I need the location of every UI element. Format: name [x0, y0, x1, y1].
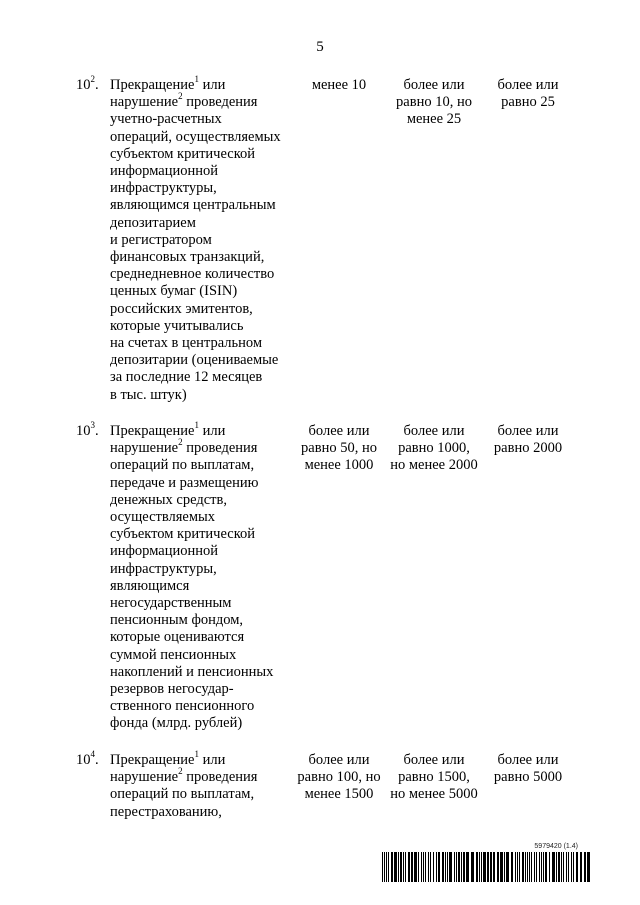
threshold-line: более или: [308, 423, 370, 439]
description-line: [110, 74, 295, 94]
barcode-bar: [384, 852, 385, 882]
description-text: информационной: [110, 543, 219, 560]
description-line: [110, 749, 295, 769]
threshold-line: более или: [403, 77, 465, 93]
barcode-bar: [549, 852, 550, 882]
barcode-bar: [576, 852, 578, 882]
barcode-bar: [430, 852, 431, 882]
barcode-bar: [400, 852, 402, 882]
footnote-marker: 1: [194, 420, 199, 431]
footnote-marker: 1: [194, 749, 199, 760]
description-text: ственного пенсионного: [110, 698, 255, 715]
threshold-medium: [384, 752, 484, 804]
barcode-bar: [536, 852, 537, 882]
description-line: [110, 664, 295, 681]
description-line: [110, 766, 295, 786]
barcode-bar: [414, 852, 417, 882]
barcode: [382, 843, 592, 885]
barcode-bar: [391, 852, 393, 882]
description-line: [110, 215, 295, 232]
description-text: резервов негосудар-: [110, 681, 234, 698]
description-line: [110, 420, 295, 440]
page-number: 5: [316, 39, 324, 55]
description-text: проведения: [182, 94, 258, 111]
threshold-high: [478, 77, 578, 111]
description-line: [110, 335, 295, 352]
threshold-line: менее 25: [406, 111, 462, 128]
description-text: осуществляемых: [110, 509, 216, 526]
barcode-bar: [447, 852, 448, 882]
barcode-bar: [428, 852, 429, 882]
barcode-bar: [483, 852, 486, 882]
description-line: [110, 318, 295, 335]
barcode-bar: [423, 852, 424, 882]
barcode-bar: [471, 852, 474, 882]
barcode-bar: [552, 852, 555, 882]
barcode-bar: [456, 852, 457, 882]
row-description: [110, 749, 295, 821]
barcode-bar: [566, 852, 567, 882]
description-text: являющимся: [110, 577, 190, 594]
description-text: на счетах в центральном: [110, 335, 263, 352]
barcode-bar: [479, 852, 480, 882]
threshold-line: равно 50, но: [301, 440, 377, 457]
barcode-bar: [408, 852, 410, 882]
threshold-line: более или: [308, 752, 370, 768]
description-line: [110, 249, 295, 266]
barcode-bar: [421, 852, 422, 882]
barcode-bar: [442, 852, 444, 882]
barcode-bar: [563, 852, 564, 882]
description-line: [110, 146, 295, 163]
description-text: российских эмитентов,: [110, 300, 253, 317]
barcode-bar: [527, 852, 528, 882]
description-text: негосударственным: [110, 595, 232, 612]
barcode-bar: [418, 852, 419, 882]
barcode-bar: [539, 852, 540, 882]
barcode-bar: [436, 852, 437, 882]
description-line: [110, 387, 295, 404]
description-line: [110, 457, 295, 474]
barcode-bar: [556, 852, 557, 882]
description-text: учетно-расчетных: [110, 111, 222, 128]
description-text: Прекращение: [110, 423, 195, 439]
barcode-bar: [506, 852, 509, 882]
description-line: [110, 111, 295, 128]
barcode-bar: [481, 852, 482, 882]
description-text: или: [198, 77, 226, 93]
threshold-line: менее 1500: [304, 786, 374, 803]
footnote-marker: 1: [194, 74, 199, 85]
threshold-line: менее 1000: [304, 457, 374, 474]
barcode-label: 5979420 (1.4): [534, 843, 578, 850]
barcode-bar: [463, 852, 465, 882]
description-text: суммой пенсионных: [110, 646, 237, 663]
barcode-bar: [433, 852, 434, 882]
barcode-bar: [571, 852, 572, 882]
barcode-bar: [511, 852, 513, 882]
barcode-bar: [490, 852, 492, 882]
threshold-line: но менее 2000: [390, 457, 478, 474]
threshold-low: [290, 423, 388, 475]
description-text: или: [198, 423, 226, 439]
description-text: которые оцениваются: [110, 629, 245, 646]
footnote-marker: 2: [178, 766, 183, 777]
barcode-bar: [438, 852, 440, 882]
description-text: нарушение: [110, 440, 179, 457]
description-text: или: [198, 752, 226, 768]
threshold-line: более или: [403, 752, 465, 768]
description-line: [110, 509, 295, 526]
description-line: [110, 526, 295, 543]
barcode-bar: [504, 852, 505, 882]
description-text: депозитарии (оцениваемые: [110, 352, 279, 369]
threshold-line: менее 10: [311, 77, 367, 93]
description-text: среднедневное количество: [110, 266, 275, 283]
threshold-line: равно 1000,: [398, 440, 470, 457]
description-text: передаче и размещению: [110, 474, 259, 491]
description-text: ценных бумаг (ISIN): [110, 283, 238, 300]
barcode-bar: [449, 852, 452, 882]
barcode-bar: [541, 852, 542, 882]
description-text: субъектом критической: [110, 145, 256, 162]
barcode-bar: [587, 852, 590, 882]
description-text: инфраструктуры,: [110, 180, 217, 197]
barcode-bar: [388, 852, 389, 882]
description-text: инфраструктуры,: [110, 560, 217, 577]
barcode-bar: [466, 852, 469, 882]
barcode-bar: [534, 852, 535, 882]
row-number-main: 10: [76, 77, 91, 93]
threshold-line: более или: [403, 423, 465, 439]
description-line: [110, 786, 295, 803]
description-text: перестрахованию,: [110, 803, 222, 820]
description-line: [110, 369, 295, 386]
threshold-low: [290, 752, 388, 804]
description-text: за последние 12 месяцев: [110, 369, 263, 386]
description-line: [110, 647, 295, 664]
row-description: [110, 420, 295, 733]
barcode-bar: [493, 852, 495, 882]
description-line: [110, 681, 295, 698]
description-line: [110, 561, 295, 578]
row-number-sup: 4: [90, 749, 95, 760]
barcode-bar: [561, 852, 562, 882]
description-text: фонда (млрд. рублей): [110, 715, 243, 732]
description-text: финансовых транзакций,: [110, 249, 265, 266]
description-text: нарушение: [110, 94, 179, 111]
description-text: накоплений и пенсионных: [110, 663, 274, 680]
row-number: $10^3$.: [76, 420, 99, 439]
barcode-bar: [531, 852, 532, 882]
barcode-bar: [519, 852, 520, 882]
barcode-bar: [584, 852, 586, 882]
row-number-sup: 2: [90, 74, 95, 85]
description-line: [110, 352, 295, 369]
barcode-icon: [382, 852, 592, 882]
threshold-high: [478, 752, 578, 786]
description-line: [110, 129, 295, 146]
barcode-bar: [458, 852, 460, 882]
footnote-marker: 2: [178, 91, 183, 102]
barcode-bar: [517, 852, 518, 882]
barcode-bar: [500, 852, 503, 882]
barcode-bar: [403, 852, 404, 882]
description-line: [110, 629, 295, 646]
threshold-low: [290, 77, 388, 94]
description-text: операций по выплатам,: [110, 786, 255, 803]
barcode-bar: [411, 852, 413, 882]
threshold-line: более или: [497, 423, 559, 439]
description-line: [110, 612, 295, 629]
description-text: информационной: [110, 163, 219, 180]
barcode-bar: [543, 852, 544, 882]
description-text: пенсионным фондом,: [110, 612, 244, 629]
barcode-bar: [497, 852, 499, 882]
barcode-bar: [394, 852, 397, 882]
barcode-bar: [398, 852, 399, 882]
barcode-bar: [454, 852, 455, 882]
barcode-bar: [573, 852, 574, 882]
threshold-medium: [384, 77, 484, 129]
description-text: операций по выплатам,: [110, 457, 255, 474]
description-text: которые учитывались: [110, 317, 244, 334]
threshold-line: равно 1500,: [398, 769, 470, 786]
barcode-bar: [568, 852, 569, 882]
description-line: [110, 437, 295, 457]
threshold-line: но менее 5000: [390, 786, 478, 803]
row-number: $10^4$.: [76, 749, 99, 768]
barcode-bar: [382, 852, 383, 882]
description-text: денежных средств,: [110, 491, 227, 508]
description-line: [110, 266, 295, 283]
description-line: [110, 543, 295, 560]
description-text: в тыс. штук): [110, 386, 187, 403]
barcode-bar: [461, 852, 462, 882]
description-text: операций, осуществляемых: [110, 128, 281, 145]
barcode-bar: [529, 852, 530, 882]
barcode-bar: [386, 852, 387, 882]
threshold-line: равно 10, но: [396, 94, 472, 111]
description-line: [110, 301, 295, 318]
description-text: нарушение: [110, 769, 179, 786]
barcode-bar: [525, 852, 526, 882]
description-line: [110, 232, 295, 249]
description-line: [110, 283, 295, 300]
barcode-bar: [487, 852, 489, 882]
row-description: [110, 74, 295, 404]
description-line: [110, 163, 295, 180]
row-number-sup: 3: [90, 420, 95, 431]
threshold-line: равно 25: [501, 94, 555, 111]
threshold-line: более или: [497, 77, 559, 93]
description-text: проведения: [182, 440, 258, 457]
description-text: субъектом критической: [110, 526, 256, 543]
threshold-line: равно 100, но: [297, 769, 381, 786]
description-text: Прекращение: [110, 77, 195, 93]
row-number-main: 10: [76, 423, 91, 439]
threshold-line: равно 5000: [493, 769, 563, 786]
barcode-bar: [425, 852, 426, 882]
footnote-marker: 2: [178, 437, 183, 448]
barcode-bar: [558, 852, 560, 882]
description-text: проведения: [182, 769, 258, 786]
description-line: [110, 197, 295, 214]
description-line: [110, 180, 295, 197]
description-line: [110, 715, 295, 732]
barcode-bar: [580, 852, 582, 882]
threshold-line: более или: [497, 752, 559, 768]
description-line: [110, 578, 295, 595]
description-line: [110, 492, 295, 509]
description-line: [110, 804, 295, 821]
threshold-medium: [384, 423, 484, 475]
description-text: являющимся центральным: [110, 197, 276, 214]
description-text: Прекращение: [110, 752, 195, 768]
description-line: [110, 698, 295, 715]
threshold-line: равно 2000: [493, 440, 563, 457]
description-line: [110, 595, 295, 612]
barcode-bar: [405, 852, 406, 882]
barcode-bar: [545, 852, 547, 882]
barcode-bar: [476, 852, 478, 882]
barcode-bar: [522, 852, 524, 882]
threshold-high: [478, 423, 578, 457]
description-line: [110, 91, 295, 111]
barcode-bar: [445, 852, 446, 882]
row-number-main: 10: [76, 752, 91, 768]
row-number: $10^2$.: [76, 74, 99, 93]
description-line: [110, 475, 295, 492]
description-text: и регистратором: [110, 231, 212, 248]
barcode-bar: [515, 852, 516, 882]
description-text: депозитарием: [110, 214, 196, 231]
